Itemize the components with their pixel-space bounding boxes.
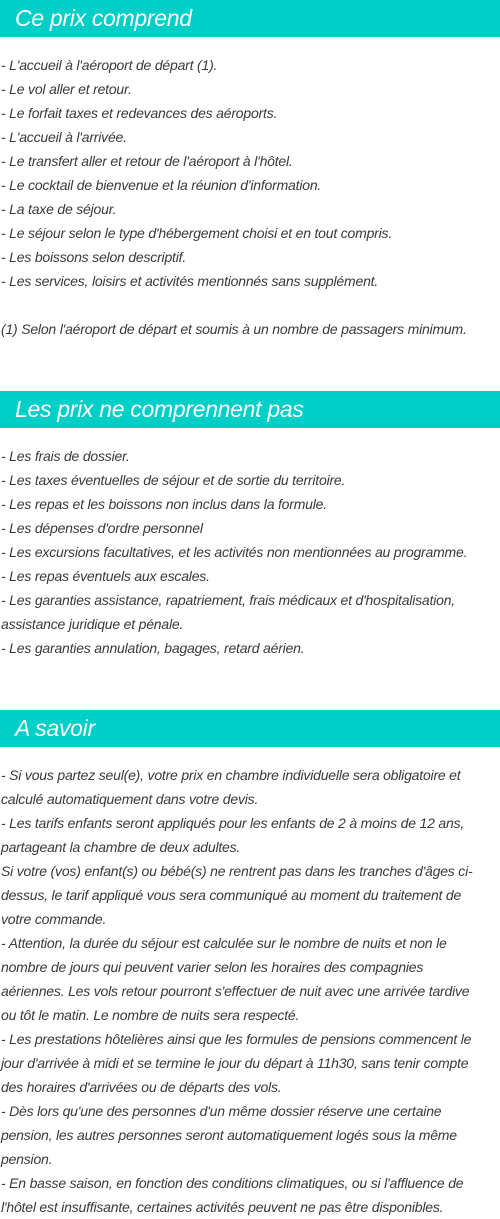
list-item: dessus, le tarif appliqué vous sera communiqué au moment du traitement de [1,887,462,903]
list-item: - Le forfait taxes et redevances des aéroports. [1,105,278,121]
list-item: - Les frais de dossier. [1,448,130,464]
footnote: (1) Selon l'aéroport de départ et soumis à un nombre de passagers minimum. [1,321,467,337]
list-item: partageant la chambre de deux adultes. [1,839,241,855]
list-item: - Les repas et les boissons non inclus dans la formule. [1,496,327,512]
section-title-not-included: Les prix ne comprennent pas [15,396,304,422]
list-item: - Les garanties assistance, rapatriement, frais médicaux et d'hospitalisation, [1,592,455,608]
list-item: Si votre (vos) enfant(s) ou bébé(s) ne rentrent pas dans les tranches d'âges ci- [1,863,473,879]
section-title-good-to-know: A savoir [15,715,95,741]
list-item: - Les boissons selon descriptif. [1,249,187,265]
list-item: - Si vous partez seul(e), votre prix en chambre individuelle sera obligatoire et [1,767,461,783]
list-item: nombre de jours qui peuvent varier selon les horaires des compagnies [1,959,424,975]
list-item: - Les taxes éventuelles de séjour et de sortie du territoire. [1,472,346,488]
section-header-not-included [0,391,500,428]
list-item: - En basse saison, en fonction des conditions climatiques, ou si l'affluence de [1,1175,464,1191]
list-item: votre commande. [1,911,107,927]
list-item: - L'accueil à l'arrivée. [1,129,127,145]
list-item: - Les prestations hôtelières ainsi que les formules de pensions commencent le [1,1031,472,1047]
list-item: l'hôtel est insuffisante, certaines activités peuvent ne pas être disponibles. [1,1199,444,1215]
list-item: - Les tarifs enfants seront appliqués pour les enfants de 2 à moins de 12 ans, [1,815,465,831]
list-item: - Le cocktail de bienvenue et la réunion d'information. [1,177,322,193]
list-item: - L'accueil à l'aéroport de départ (1). [1,57,218,73]
list-item: - Les repas éventuels aux escales. [1,568,210,584]
list-item: ou tôt le matin. Le nombre de nuits sera respecté. [1,1007,300,1023]
list-item: assistance juridique et pénale. [1,616,184,632]
list-item: - Dès lors qu'une des personnes d'un même dossier réserve une certaine [1,1103,442,1119]
list-item: - Les dépenses d'ordre personnel [1,520,203,536]
list-item: - La taxe de séjour. [1,201,117,217]
list-item: - Attention, la durée du séjour est calculée sur le nombre de nuits et non le [1,935,447,951]
section-header-included [0,0,500,37]
list-item: - Le séjour selon le type d'hébergement choisi et en tout compris. [1,225,393,241]
list-item: - Le transfert aller et retour de l'aéroport à l'hôtel. [1,153,293,169]
list-item: pension, les autres personnes seront automatiquement logés sous la même [1,1127,457,1143]
list-item: - Les services, loisirs et activités mentionnés sans supplément. [1,273,379,289]
list-item: calculé automatiquement dans votre devis. [1,791,259,807]
list-item: pension. [1,1151,53,1167]
blank-line [1,293,500,317]
list-item: des horaires d'arrivées ou de départs des vols. [1,1079,282,1095]
list-item: jour d'arrivée à midi et se termine le jour du départ à 11h30, sans tenir compte [1,1055,469,1071]
section-body-not-included [0,444,500,660]
section-header-good-to-know [0,710,500,747]
list-item: - Les excursions facultatives, et les activités non mentionnées au programme. [1,544,468,560]
list-item: - Le vol aller et retour. [1,81,132,97]
list-item: aériennes. Les vols retour pourront s'effectuer de nuit avec une arrivée tardive [1,983,470,999]
section-body-good-to-know [0,763,500,1219]
section-body-included [0,53,500,341]
list-item: - Les garanties annulation, bagages, retard aérien. [1,640,305,656]
section-title-included: Ce prix comprend [15,5,192,31]
